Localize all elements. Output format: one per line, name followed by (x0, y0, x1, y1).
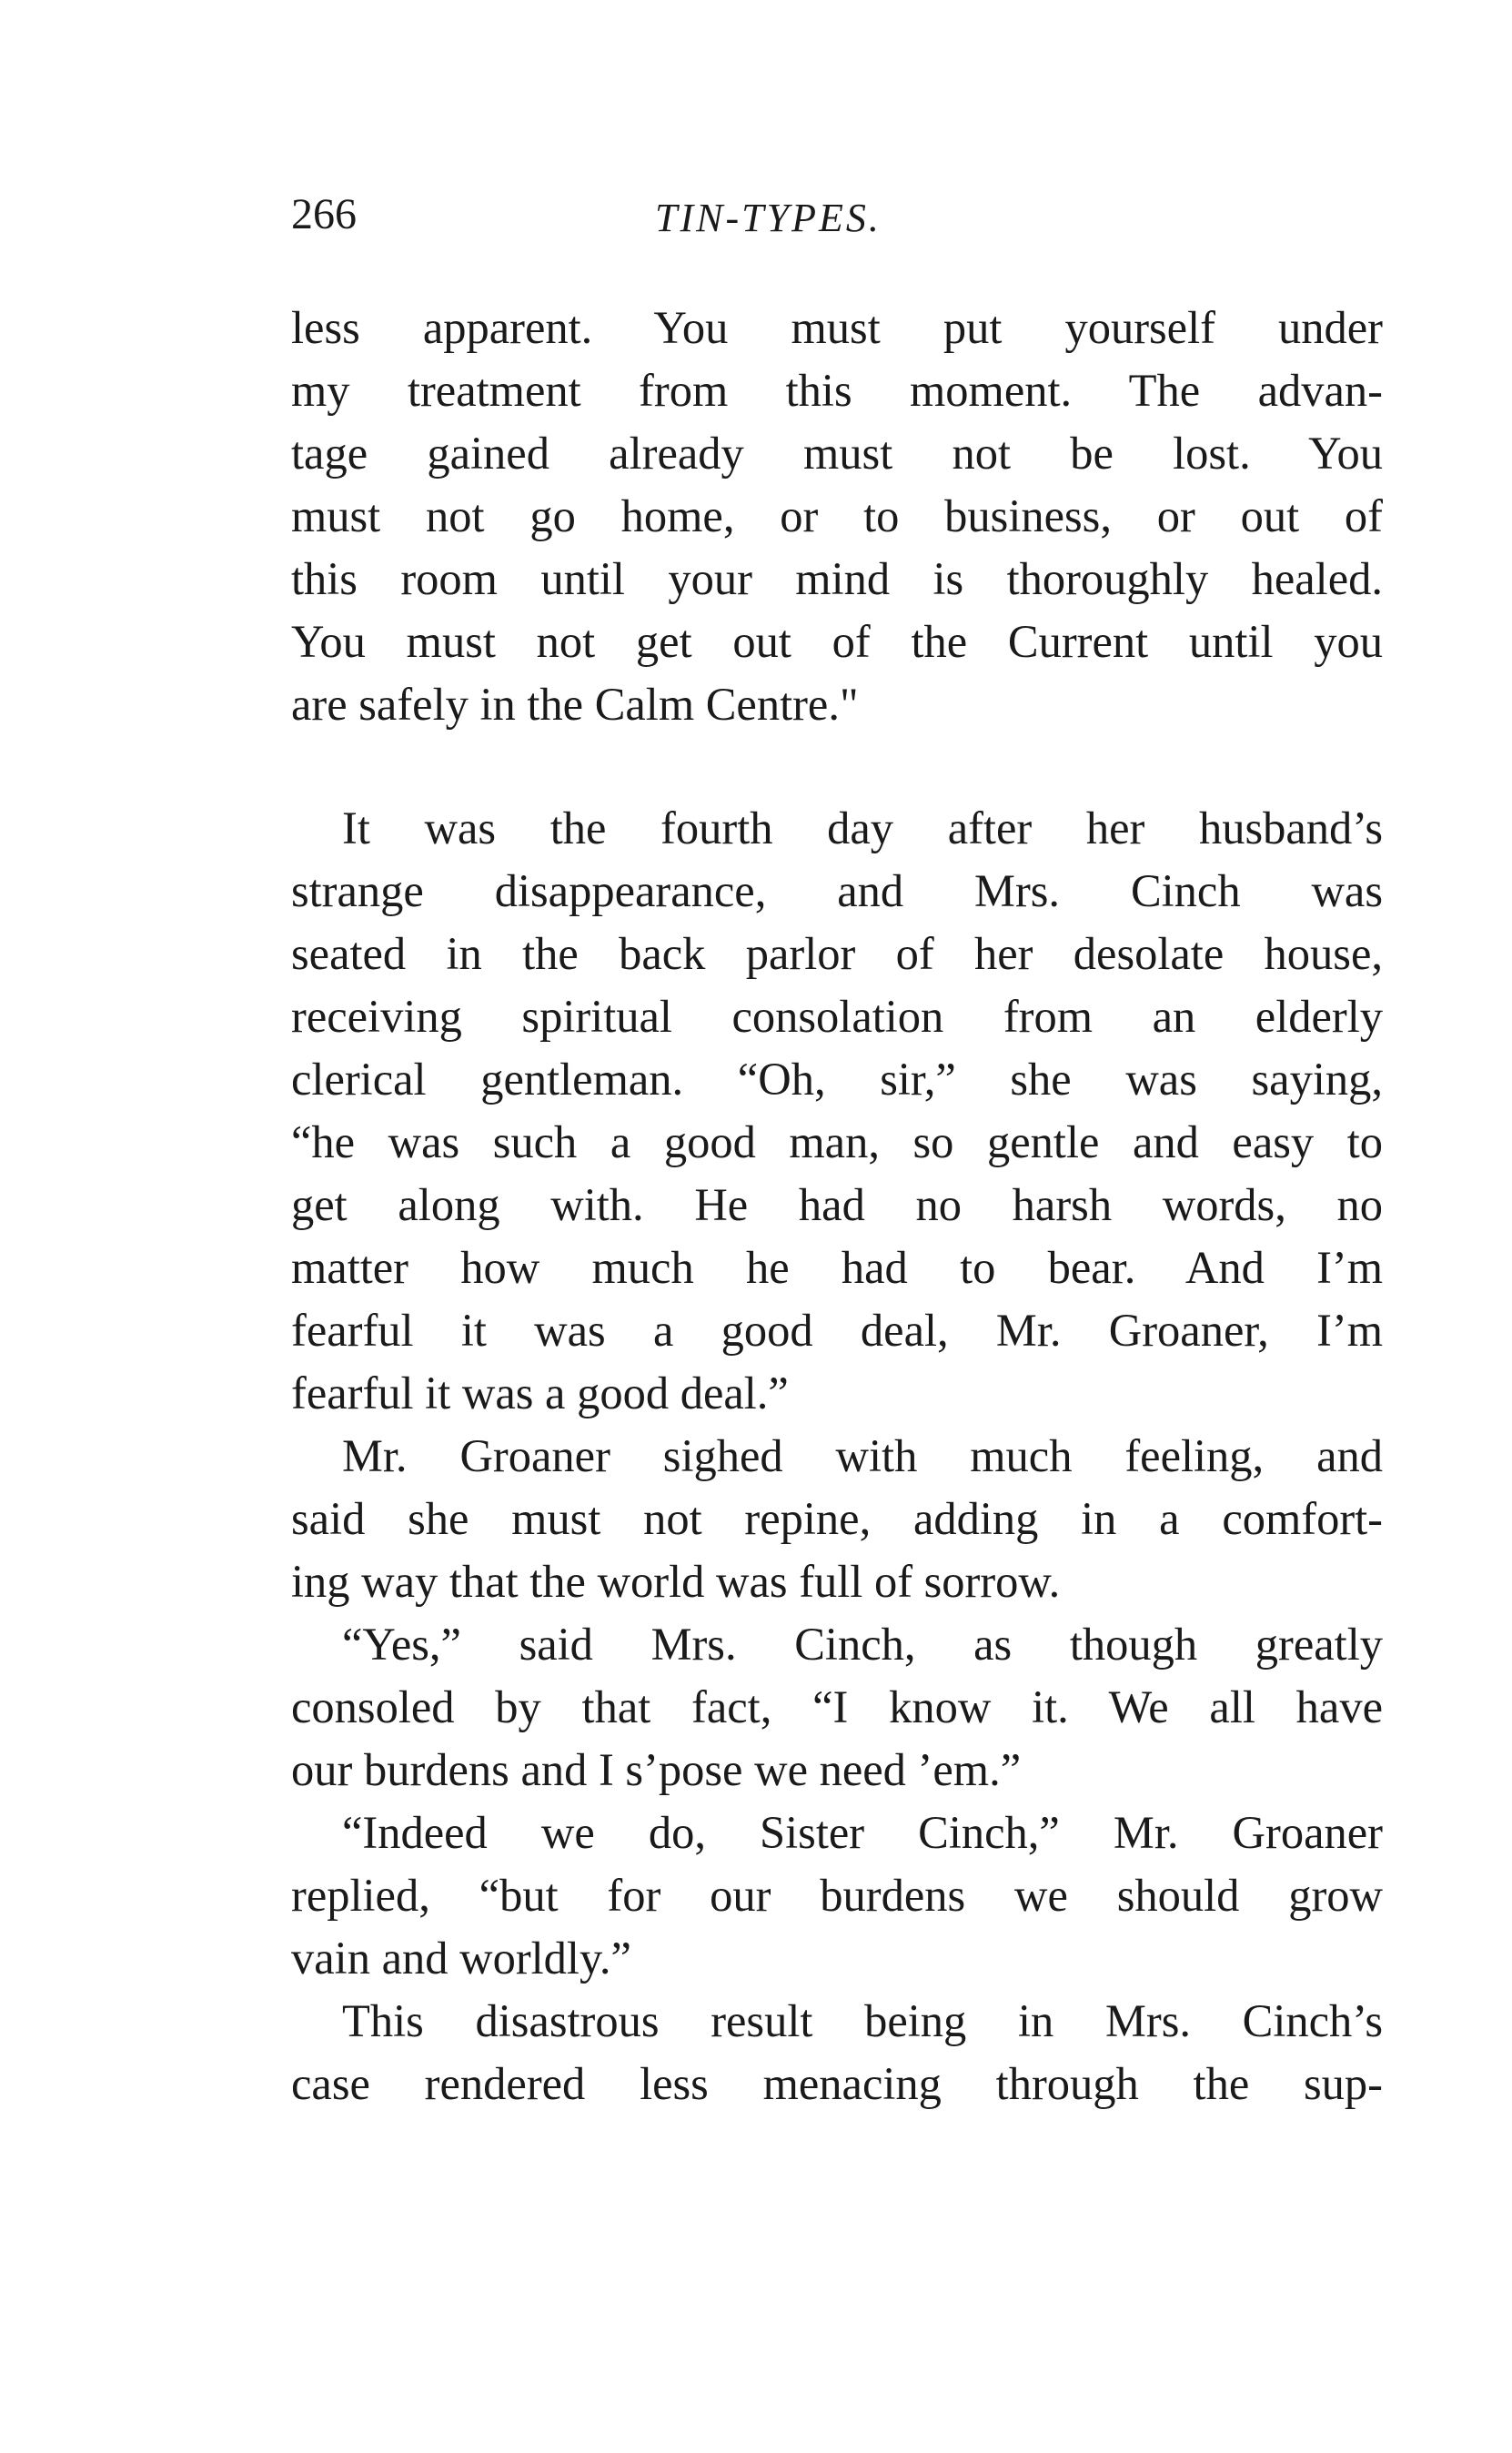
text-line: “he was such a good man, so gentle and easy to (291, 1116, 1383, 1167)
text-line: strange disappearance, and Mrs. Cinch was (291, 865, 1383, 916)
text-line: Mr. Groaner sighed with much feeling, and (342, 1430, 1383, 1481)
text-line: ing way that the world was full of sorrow. (291, 1556, 1061, 1607)
text-line: fearful it was a good deal, Mr. Groaner, I’m (291, 1305, 1383, 1356)
text-line: receiving spiritual consolation from an elderly (291, 991, 1383, 1042)
text-line: get along with. He had no harsh words, no (291, 1179, 1383, 1230)
text-line: must not go home, or to business, or out of (291, 490, 1383, 541)
running-title: TIN-TYPES. (655, 196, 882, 240)
text-line: consoled by that fact, “I know it. We all have (291, 1681, 1383, 1732)
paragraph-block-continued (291, 297, 1383, 736)
text-line: You must not get out of the Current until you (291, 616, 1383, 667)
text-line: said she must not repine, adding in a comfort- (291, 1493, 1383, 1544)
text-line: this room until your mind is thoroughly healed. (291, 553, 1383, 604)
paragraph-block-section (291, 797, 1383, 2115)
text-line: “Yes,” said Mrs. Cinch, as though greatly (342, 1619, 1383, 1670)
text-line: vain and worldly.” (291, 1933, 631, 1984)
text-line: case rendered less menacing through the sup- (291, 2058, 1383, 2109)
text-line: replied, “but for our burdens we should grow (291, 1870, 1383, 1921)
text-line: are safely in the Calm Centre." (291, 679, 859, 730)
text-line: seated in the back parlor of her desolate house, (291, 928, 1383, 979)
text-line: fearful it was a good deal.” (291, 1368, 789, 1418)
text-line: This disastrous result being in Mrs. Cinch’s (342, 1995, 1383, 2046)
page-number: 266 (291, 190, 357, 238)
text-line: our burdens and I s’pose we need ’em.” (291, 1744, 1022, 1795)
text-line: “Indeed we do, Sister Cinch,” Mr. Groaner (342, 1807, 1383, 1858)
text-line: tage gained already must not be lost. You (291, 428, 1383, 479)
text-line: clerical gentleman. “Oh, sir,” she was saying, (291, 1054, 1383, 1105)
text-line: It was the fourth day after her husband’s (342, 803, 1383, 853)
text-line: my treatment from this moment. The advan- (291, 365, 1383, 416)
text-line: less apparent. You must put yourself under (291, 302, 1383, 353)
text-line: matter how much he had to bear. And I’m (291, 1242, 1383, 1293)
